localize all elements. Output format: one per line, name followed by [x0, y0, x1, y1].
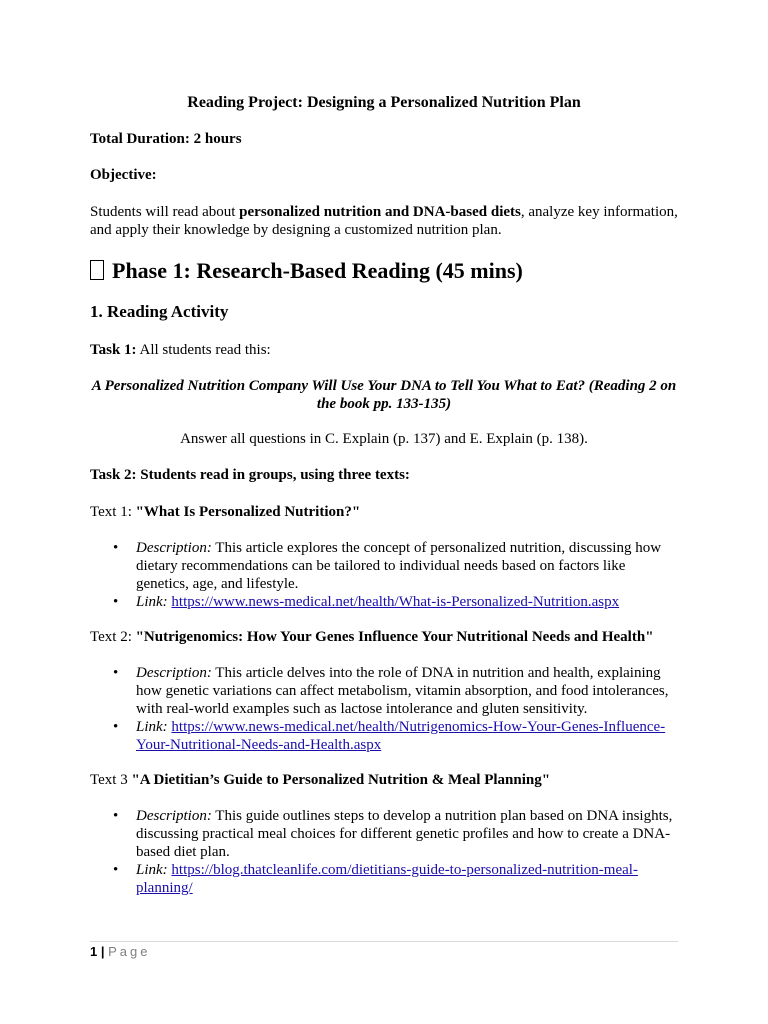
text1-title: "What Is Personalized Nutrition?" [135, 504, 361, 520]
text2-link[interactable]: https://www.news-medical.net/health/Nutrigenomics-How-Your-Genes-Influence-Your-Nutritional-Needs-and-Health.aspx [136, 719, 666, 753]
footer-separator: | [97, 944, 109, 959]
text2-list [90, 664, 678, 754]
task1-text: All students read this: [136, 342, 271, 358]
link-label: Link: [136, 719, 168, 735]
list-item [90, 539, 678, 593]
text1-prefix: Text 1: [90, 504, 136, 520]
phase-heading-text: Phase 1: Research-Based Reading (45 mins) [112, 258, 523, 283]
text3-link[interactable]: https://blog.thatcleanlife.com/dietitians-guide-to-personalized-nutrition-meal-planning/ [136, 862, 638, 896]
text1-link[interactable]: https://www.news-medical.net/health/What-is-Personalized-Nutrition.aspx [171, 594, 620, 610]
task1-reading-title: A Personalized Nutrition Company Will Use Your DNA to Tell You What to Eat? (Reading 2 on the book pp. 133-135) [91, 378, 677, 412]
text2-title: "Nutrigenomics: How Your Genes Influence Your Nutritional Needs and Health" [135, 629, 654, 645]
text1-heading [90, 503, 678, 521]
bullet-icon: • [113, 540, 119, 556]
task1-label: Task 1: [90, 342, 137, 358]
description-text: This guide outlines steps to develop a nutrition plan based on DNA insights, discussing practical meal choices for different genetic profiles and how to create a DNA-based diet plan. [136, 808, 673, 860]
text2-heading [90, 628, 678, 646]
page-footer [90, 943, 150, 961]
document-title: Reading Project: Designing a Personalized Nutrition Plan [187, 94, 581, 111]
list-item [90, 861, 678, 897]
objective-paragraph [90, 203, 678, 239]
task1-line [90, 341, 678, 359]
objective-heading: Objective: [90, 167, 157, 183]
list-item [90, 718, 678, 754]
objective-text-end: , analyze key information, and apply their knowledge by designing a customized nutrition plan. [90, 204, 678, 238]
link-label: Link: [136, 862, 168, 878]
bullet-icon: • [113, 862, 119, 878]
total-duration: Total Duration: 2 hours [90, 131, 242, 147]
bullet-icon: • [113, 665, 119, 681]
footer-divider [90, 941, 678, 942]
text3-prefix: Text 3 [90, 772, 132, 788]
phase-heading [90, 257, 523, 285]
page-word: Page [108, 944, 151, 959]
text3-title: "A Dietitian’s Guide to Personalized Nutrition & Meal Planning" [131, 772, 551, 788]
list-item [90, 664, 678, 718]
text3-heading [90, 771, 678, 789]
objective-text-bold: personalized nutrition and DNA-based diets [239, 204, 521, 220]
bullet-icon: • [113, 594, 119, 610]
description-label: Description: [136, 808, 212, 824]
bullet-icon: • [113, 808, 119, 824]
text1-list [90, 539, 678, 611]
link-label: Link: [136, 594, 168, 610]
description-label: Description: [136, 540, 212, 556]
page-number: 1 [90, 944, 98, 959]
description-text: This article explores the concept of personalized nutrition, discussing how dietary recommendations can be tailored to individual needs based on factors like genetics, age, and lifestyle. [136, 540, 662, 592]
description-label: Description: [136, 665, 212, 681]
description-text: This article delves into the role of DNA in nutrition and health, explaining how genetic variations can affect metabolism, vitamin absorption, and food intolerances, with real-world examples such as lactose intolerance and gluten sensitivity. [136, 665, 669, 717]
objective-text-start: Students will read about [90, 204, 240, 220]
task1-instruction: Answer all questions in C. Explain (p. 137) and E. Explain (p. 138). [180, 431, 588, 447]
section-heading: 1. Reading Activity [90, 302, 229, 321]
task2-heading: Task 2: Students read in groups, using three texts: [90, 467, 410, 483]
text3-list [90, 807, 678, 897]
list-item [90, 593, 678, 611]
bullet-icon: • [113, 719, 119, 735]
list-item [90, 807, 678, 861]
missing-glyph-icon [90, 260, 104, 280]
text2-prefix: Text 2: [90, 629, 136, 645]
